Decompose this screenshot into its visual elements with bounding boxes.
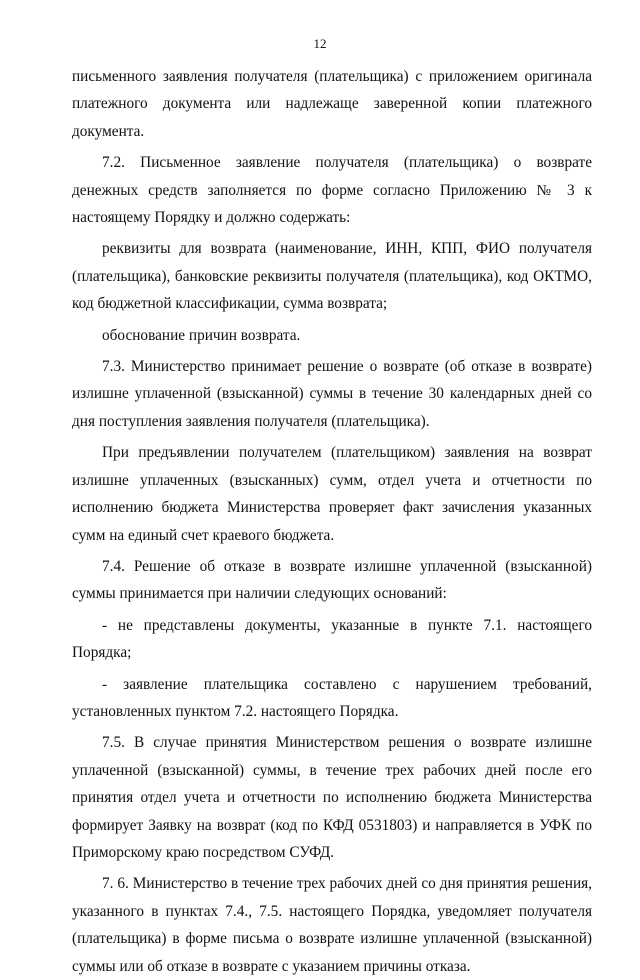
- paragraph-10: 7.5. В случае принятия Министерством решения о возврате излишне уплаченной (взысканной) суммы, в течение трех рабочих дней после его принятия отдел учета и отчетности по исполнению бюджета Министерства формирует Заявку на возврат (код по КФД 0531803) и направляется в УФК по Приморскому краю посредством СУФД.: [72, 734, 592, 861]
- paragraph-4: обоснование причин возврата.: [102, 326, 301, 344]
- paragraph-7: 7.4. Решение об отказе в возврате излишне уплаченной (взысканной) суммы принимается при наличии следующих оснований:: [72, 557, 592, 603]
- paragraph-8: - не представлены документы, указанные в пункте 7.1. настоящего Порядка;: [72, 616, 592, 662]
- paragraph-2: 7.2. Письменное заявление получателя (плательщика) о возврате денежных средств заполняется по форме согласно Приложению № 3 к настоящему Порядку и должно содержать:: [72, 154, 592, 227]
- page-number: 12: [313, 36, 327, 51]
- paragraph-3: реквизиты для возврата (наименование, ИНН, КПП, ФИО получателя (плательщика), банковские реквизиты получателя (плательщика), код ОКТМО, код бюджетной классификации, сумма возврата;: [72, 240, 592, 313]
- document-body: [72, 63, 592, 980]
- paragraph-1: письменного заявления получателя (плательщика) с приложением оригинала платежного документа или надлежаще заверенной копии платежного документа.: [72, 68, 592, 140]
- paragraph-5: 7.3. Министерство принимает решение о возврате (об отказе в возврате) излишне уплаченной (взысканной) суммы в течение 30 календарных дней со дня поступления заявления получателя (плательщика).: [72, 358, 592, 430]
- paragraph-6: При предъявлении получателем (плательщиком) заявления на возврат излишне уплаченных (взысканных) сумм, отдел учета и отчетности по исполнению бюджета Министерства проверяет факт зачисления указанных сумм на единый счет краевого бюджета.: [72, 444, 592, 544]
- paragraph-11: 7. 6. Министерство в течение трех рабочих дней со дня принятия решения, указанного в пунктах 7.4., 7.5. настоящего Порядка, уведомляет получателя (плательщика) в форме письма о возврате излишне уплаченной (взысканной) суммы или об отказе в возврате с указанием причины отказа.: [72, 875, 592, 975]
- paragraph-9: - заявление плательщика составлено с нарушением требований, установленных пунктом 7.2. настоящего Порядка.: [72, 675, 592, 720]
